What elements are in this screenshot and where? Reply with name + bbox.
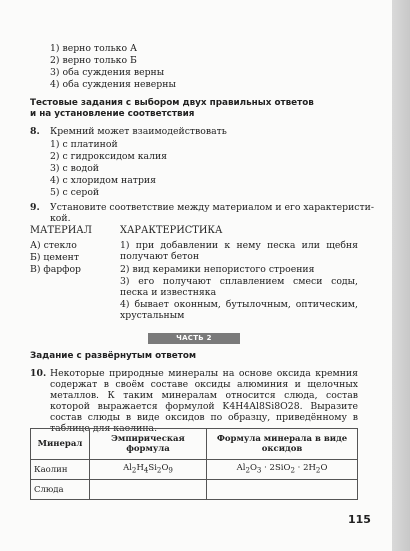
q8-option-5: 5) с серой <box>50 187 100 198</box>
option-a1: 1) верно только А <box>50 43 138 54</box>
page-edge-shadow <box>392 0 410 551</box>
option-a2: 2) верно только Б <box>50 55 137 66</box>
table-row <box>31 480 358 500</box>
q9-material-v: В) фарфор <box>30 264 82 275</box>
table-header-oxides: Формула минерала в виде оксидов <box>207 429 358 460</box>
table-header-mineral: Минерал <box>31 429 90 460</box>
q9-characteristic-4: 4) бывает оконным, бутылочным, оптическим, хрустальным <box>120 299 358 321</box>
table-row <box>31 460 358 480</box>
page-number: 115 <box>348 513 371 526</box>
minerals-table <box>30 428 358 500</box>
part-badge-label: ЧАСТЬ 2 <box>176 334 212 342</box>
q9-material-a: А) стекло <box>30 240 77 251</box>
section-title-line2: и на установление соответствия <box>30 109 195 119</box>
q9-col-material: МАТЕРИАЛ <box>30 225 92 236</box>
q10-text: Некоторые природные минералы на основе оксида кремния содержат в своём составе оксиды алюминия и щелочных металлов. К таким минералам относится слюда, состав которой выражается формулой K4H4Al8Si8O28. Выразите состав слюды в виде оксидов по образцу, приведённому в таблице для каолина. <box>50 368 358 434</box>
part-badge <box>148 333 240 344</box>
q9-material-b: Б) цемент <box>30 252 79 263</box>
q8-option-3: 3) с водой <box>50 163 100 174</box>
table-header-row <box>31 429 358 460</box>
table-cell: Каолин <box>31 460 90 480</box>
table-header-empirical: Эмпирическая формула <box>90 429 207 460</box>
q9-text-line1: Установите соответствие между материалом и его характеристи- <box>50 202 374 213</box>
table-cell <box>207 480 358 500</box>
q10-number: 10. <box>30 368 47 379</box>
q8-option-1: 1) с платиной <box>50 139 118 150</box>
q8-number: 8. <box>30 126 40 137</box>
option-a4: 4) оба суждения неверны <box>50 79 176 90</box>
q9-col-characteristic: ХАРАКТЕРИСТИКА <box>120 225 223 236</box>
table-cell: Слюда <box>31 480 90 500</box>
table-cell: $Al_2H_4Si_2O_9$ <box>90 460 207 480</box>
option-a3: 3) оба суждения верны <box>50 67 165 78</box>
q9-text-line2: кой. <box>50 213 71 224</box>
q9-characteristic-2: 2) вид керамики непористого строения <box>120 264 315 275</box>
q9-characteristic-3: 3) его получают сплавлением смеси соды, песка и известняка <box>120 276 358 298</box>
q9-number: 9. <box>30 202 40 213</box>
q8-option-2: 2) с гидроксидом калия <box>50 151 168 162</box>
table-cell <box>90 480 207 500</box>
extended-answer-title: Задание с развёрнутым ответом <box>30 351 197 361</box>
q9-characteristic-1: 1) при добавлении к нему песка или щебня получают бетон <box>120 240 358 262</box>
q8-text: Кремний может взаимодействовать <box>50 126 227 137</box>
section-title-line1: Тестовые задания с выбором двух правильных ответов <box>30 98 314 108</box>
table-cell: $Al_2O_3 \cdot 2SiO_2 \cdot 2H_2O$ <box>207 460 358 480</box>
q8-option-4: 4) с хлоридом натрия <box>50 175 156 186</box>
